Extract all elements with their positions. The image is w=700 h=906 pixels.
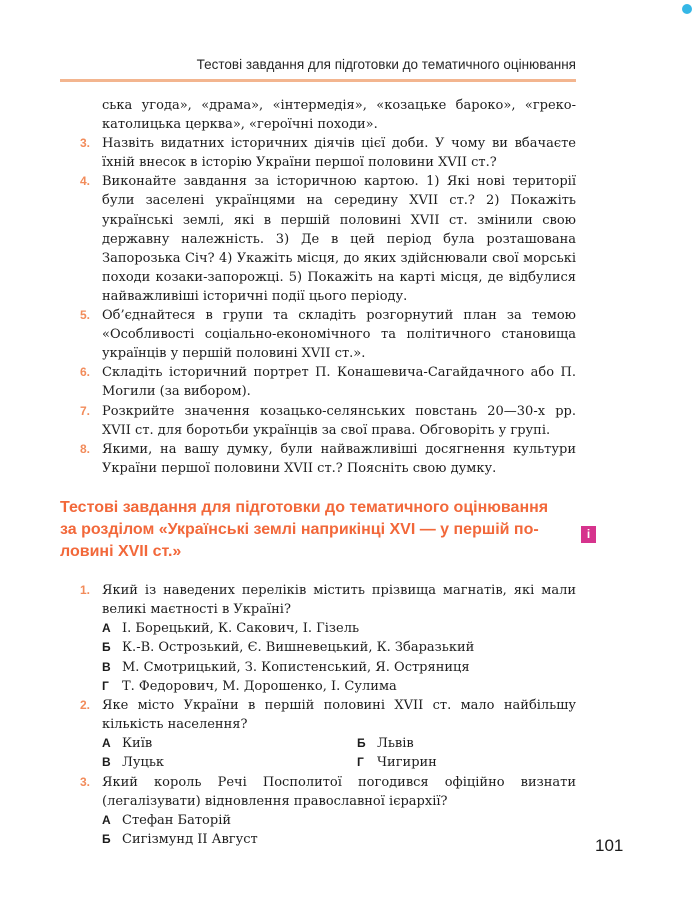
question-number: 7. xyxy=(80,403,91,418)
option-letter: А xyxy=(102,621,111,636)
question-text: Яке місто України в першій половині XVII ст. мало найбільшу кількість населення? xyxy=(102,698,576,733)
option-text: К.-В. Острозький, Є. Вишневецький, К. Збаразький xyxy=(122,640,475,656)
option-text: Луцьк xyxy=(122,755,165,771)
question-continued xyxy=(60,96,576,134)
answer-option xyxy=(102,734,152,753)
option-letter: Г xyxy=(102,678,109,693)
answer-option-row xyxy=(60,734,576,753)
question-text: Який король Речі Посполитої погодився офіційно визнати (легалізувати) відновлення православної ієрархії? xyxy=(102,774,576,809)
header-rule xyxy=(60,79,576,82)
question-number: 2. xyxy=(80,698,91,712)
option-text: Чигирин xyxy=(377,755,437,771)
test-question-1 xyxy=(60,581,576,619)
question-number: 3. xyxy=(80,136,91,151)
running-header: Тестові завдання для підготовки до тематичного оцінювання xyxy=(196,57,576,72)
option-letter: Б xyxy=(357,736,366,751)
answer-option xyxy=(60,677,576,696)
test-question-2 xyxy=(60,696,576,734)
question-number: 3. xyxy=(80,774,91,789)
option-text: М. Смотрицький, З. Копистенський, Я. Остряниця xyxy=(122,659,470,675)
question-8 xyxy=(60,440,576,478)
question-text: Виконайте завдання за історичною картою. 1) Які нові території були заселені українцями на середину XVII ст.? 2) Покажіть українські землі, які в першій половині XVII ст. змінили свою державну належність. 3) Де в цей період була розташована Запорозька Січ? 4) Укажіть місця, до яких здійснювали свої морські походи козаки-запорожці. 5) Покажіть на карті місця, де відбулися найважливіші історичні події цього періоду. xyxy=(102,174,576,304)
option-letter: А xyxy=(102,812,111,827)
option-letter: В xyxy=(102,659,111,674)
answer-option xyxy=(60,811,576,830)
option-letter: Б xyxy=(102,640,111,655)
option-letter: А xyxy=(102,736,111,751)
answer-option xyxy=(60,658,576,677)
section-title xyxy=(60,497,576,563)
option-text: Сигізмунд ІІ Август xyxy=(122,831,258,847)
answer-option xyxy=(102,753,164,772)
question-number: 5. xyxy=(80,308,91,323)
questions-list xyxy=(60,96,576,478)
question-number: 6. xyxy=(80,365,91,380)
question-number: 4. xyxy=(80,174,91,189)
question-text: ська угода», «драма», «інтермедія», «козацьке бароко», «греко-католицька церква», «героїчні походи». xyxy=(102,98,576,133)
test-questions xyxy=(60,581,576,849)
answer-option-row xyxy=(60,753,576,772)
question-text: Назвіть видатних історичних діячів цієї доби. У чому ви вбачаєте їхній внесок в історію України першої половини XVII ст.? xyxy=(102,136,576,171)
question-6 xyxy=(60,363,576,401)
question-5 xyxy=(60,306,576,363)
test-question-3 xyxy=(60,773,576,811)
option-text: Т. Федорович, М. Дорошенко, І. Сулима xyxy=(122,678,397,694)
option-text: І. Борецький, К. Сакович, І. Гізель xyxy=(122,621,360,637)
section-title-line: Тестові завдання для підготовки до тематичного оцінювання xyxy=(60,499,549,516)
question-text: Якими, на вашу думку, були найважливіші досягнення культури України першої половини XVII ст.? Поясніть свою думку. xyxy=(102,441,576,476)
page-number: 101 xyxy=(595,836,624,855)
option-letter: В xyxy=(102,755,111,770)
option-text: Львів xyxy=(377,736,414,752)
option-text: Київ xyxy=(122,736,153,752)
answer-option xyxy=(60,619,576,638)
option-text: Стефан Баторій xyxy=(122,812,232,828)
question-3 xyxy=(60,134,576,172)
answer-option xyxy=(60,638,576,657)
question-text: Складіть історичний портрет П. Конашевича-Сагайдачного або П. Могили (за вибором). xyxy=(102,365,576,400)
question-7 xyxy=(60,402,576,440)
corner-mark xyxy=(682,4,692,14)
question-text: Об’єднайтеся в групи та складіть розгорнутий план за темою «Особливості соціально-економічного та політичного становища українців у першій половині XVII ст.». xyxy=(102,308,576,362)
question-text: Який із наведених переліків містить прізвища магнатів, які мали великі маєтності в Україні? xyxy=(102,583,576,618)
question-number: 1. xyxy=(80,583,91,597)
option-letter: Г xyxy=(357,755,364,770)
question-text: Розкрийте значення козацько-селянських повстань 20—30-х рр. XVII ст. для боротьби українців за свої права. Обговоріть у групі. xyxy=(102,403,576,438)
section-title-line: за розділом «Українські землі наприкінці XVI — у першій по- xyxy=(60,521,539,538)
answer-option xyxy=(60,830,576,849)
answer-option xyxy=(357,734,414,753)
option-letter: Б xyxy=(102,831,111,846)
question-4 xyxy=(60,172,576,306)
answer-option xyxy=(357,753,437,772)
info-badge: i xyxy=(581,526,596,543)
section-title-line: ловині XVII ст.» xyxy=(60,543,182,560)
question-number: 8. xyxy=(80,441,91,456)
